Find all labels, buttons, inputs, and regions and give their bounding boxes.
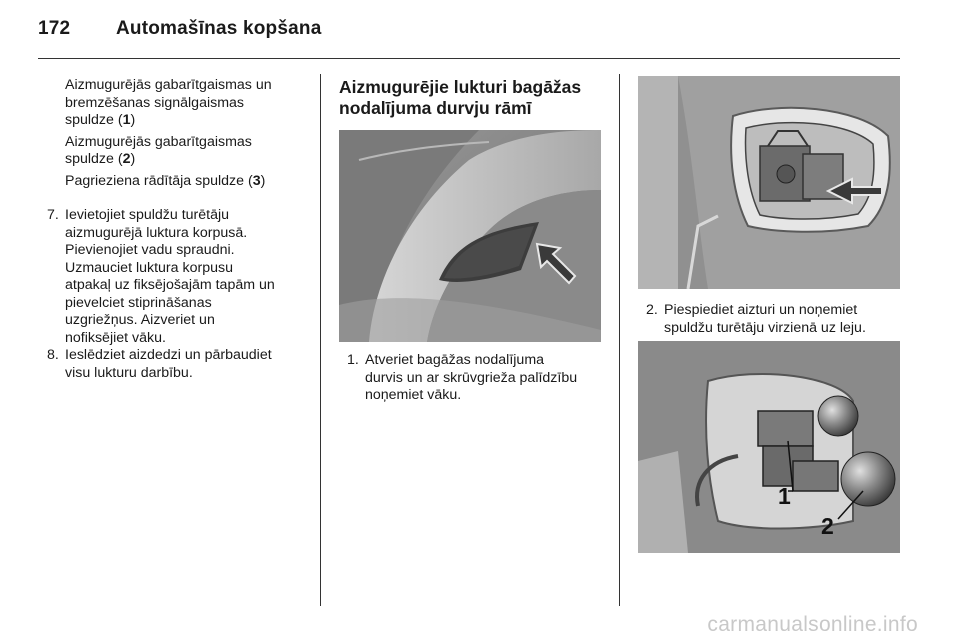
callout-2: 2 bbox=[821, 513, 834, 539]
bulb-1-line: spuldze (1) bbox=[65, 112, 136, 128]
page-number: 172 bbox=[38, 18, 71, 39]
bulb-2-line: spuldze (2) bbox=[65, 151, 136, 167]
lamp-housing-figure bbox=[638, 76, 900, 289]
trunk-frame-figure bbox=[339, 130, 601, 342]
step-7-text: Ievietojiet spuldžu turētāju aizmugurējā luktura korpusā. Pievienojiet vadu spraudni. Uzmauciet luktura korpusu atpakaļ uz fiksējošajām tapām un pievelciet stiprināšanas uzgriežņus. Aizveriet un nofiksējiet vāku. bbox=[65, 207, 275, 346]
bulb-list bbox=[65, 77, 272, 190]
step-1-number: 1. bbox=[347, 352, 359, 368]
bulb-holder-figure bbox=[638, 341, 900, 553]
step-1-text: Atveriet bagāžas nodalījuma durvis un ar skrūvgrieža palīdzību noņemiet vāku. bbox=[365, 352, 578, 403]
step-8-number: 8. bbox=[47, 347, 59, 363]
callout-1: 1 bbox=[778, 483, 791, 509]
bulb-1-line: bremzēšanas signālgaismas bbox=[65, 94, 245, 111]
header-rule bbox=[38, 58, 900, 59]
bulb-3-line: Pagrieziena rādītāja spuldze (3) bbox=[65, 172, 266, 189]
step-8-text: Ieslēdziet aizdedzi un pārbaudiet visu lukturu darbību. bbox=[65, 347, 272, 381]
column-divider-right bbox=[619, 74, 620, 606]
bulb-2-number: 2 bbox=[122, 151, 131, 167]
step-2-text: Piespiediet aizturi un noņemiet spuldžu turētāju virzienā uz leju. bbox=[664, 302, 866, 336]
section-heading: Aizmugurējie lukturi bagāžas nodalījuma durvju rāmī bbox=[339, 77, 582, 118]
bulb-3-number: 3 bbox=[252, 172, 261, 189]
bulb-2-line: Aizmugurējās gabarītgaismas bbox=[65, 133, 252, 150]
watermark: carmanualsonline.info bbox=[707, 613, 918, 636]
step-2-number: 2. bbox=[646, 302, 658, 318]
bulb-1-number: 1 bbox=[122, 112, 131, 128]
bulb-1-line: Aizmugurējās gabarītgaismas un bbox=[65, 77, 272, 93]
step-7-number: 7. bbox=[47, 207, 59, 223]
page-header bbox=[38, 18, 321, 40]
column-divider-left bbox=[320, 74, 321, 606]
page-title: Automašīnas kopšana bbox=[116, 18, 322, 39]
